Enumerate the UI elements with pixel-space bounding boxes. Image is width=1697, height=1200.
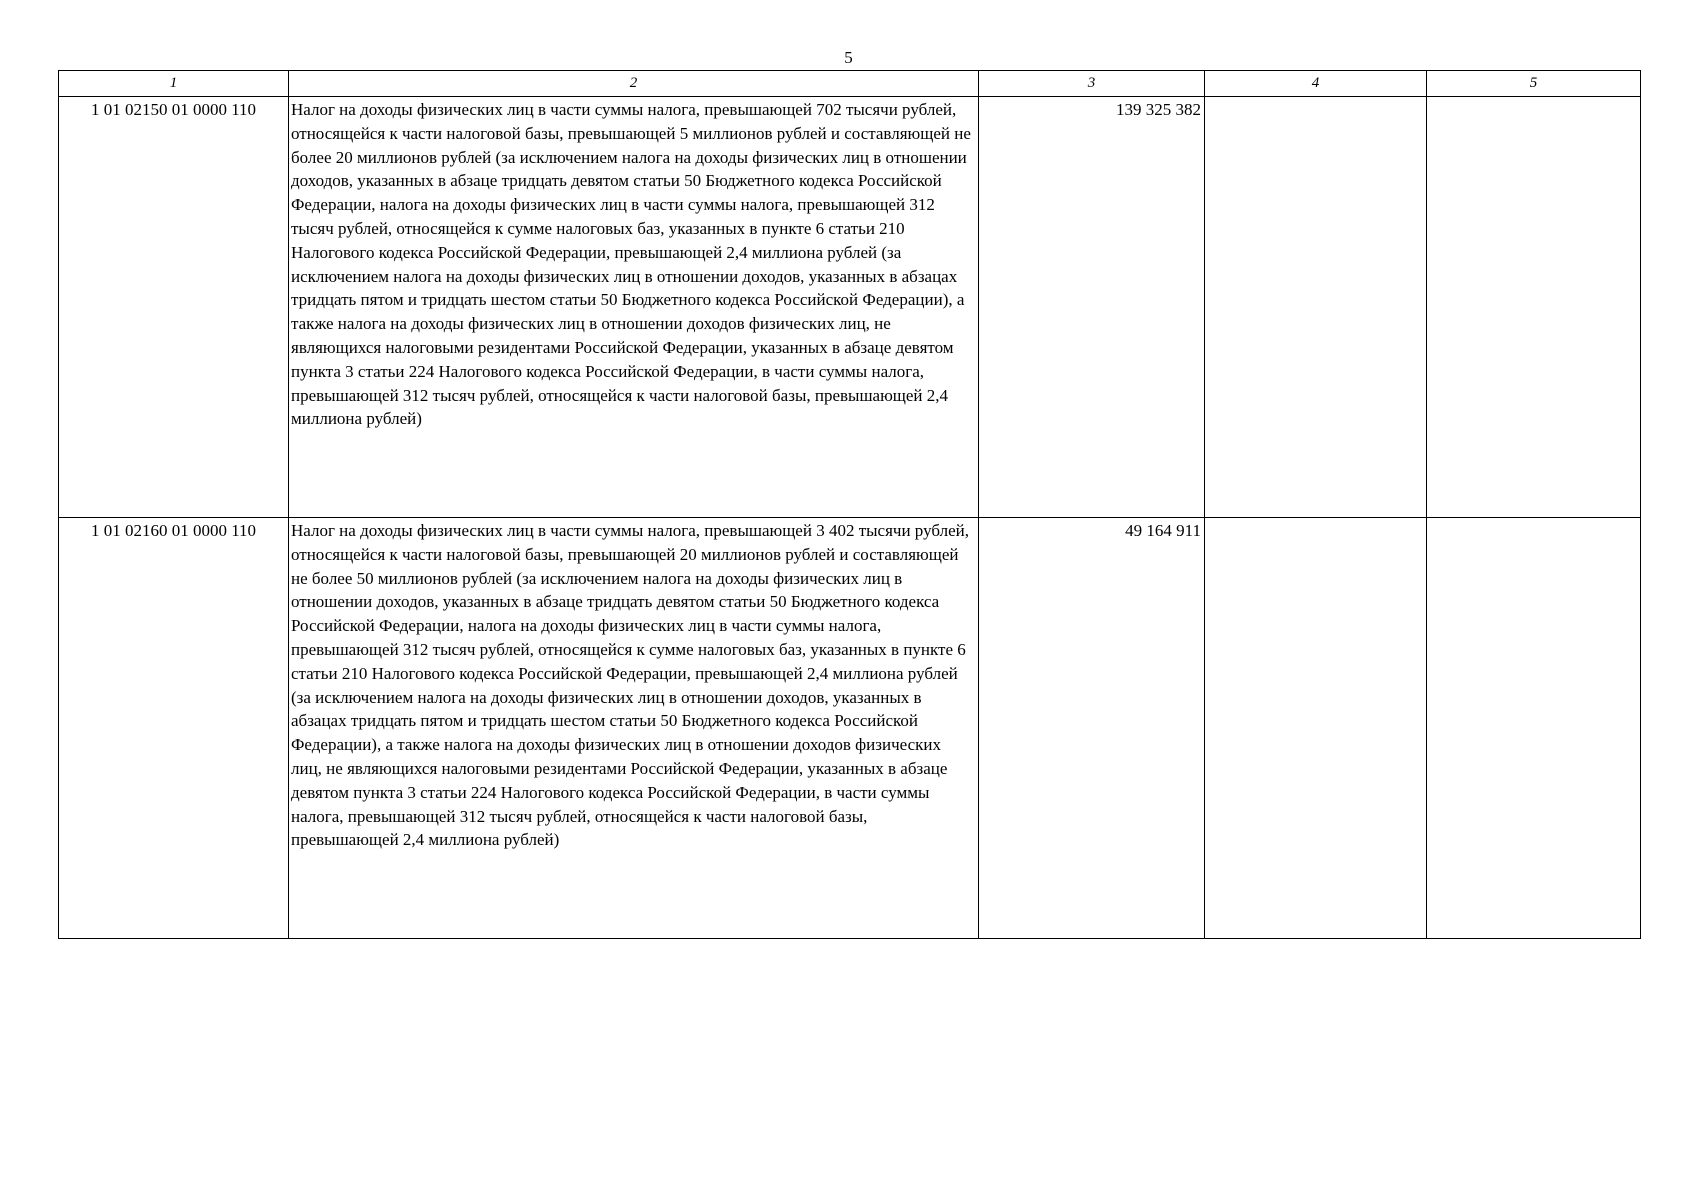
column-header-5: 5 [1427, 71, 1641, 97]
amount-cell: 49 164 911 [979, 518, 1205, 939]
table-header-row [59, 71, 1641, 97]
column-5-cell [1427, 518, 1641, 939]
column-header-4: 4 [1205, 71, 1427, 97]
column-header-3: 3 [979, 71, 1205, 97]
budget-code-cell: 1 01 02160 01 0000 110 [59, 518, 289, 939]
table-row [59, 97, 1641, 518]
column-5-cell [1427, 97, 1641, 518]
page-number: 5 [844, 48, 853, 67]
column-4-cell [1205, 518, 1427, 939]
description-cell: Налог на доходы физических лиц в части суммы налога, превышающей 3 402 тысячи рублей, относящейся к части налоговой базы, превышающей 20 миллионов рублей и составляющей не более 50 миллионов рублей (за исключением налога на доходы физических лиц в отношении доходов, указанных в абзаце тридцать девятом статьи 50 Бюджетного кодекса Российской Федерации, налога на доходы физических лиц в части суммы налога, превышающей 312 тысяч рублей, относящейся к сумме налоговых баз, указанных в пункте 6 статьи 210 Налогового кодекса Российской Федерации, превышающей 2,4 миллиона рублей (за исключением налога на доходы физических лиц в отношении доходов, указанных в абзацах тридцать пятом и тридцать шестом статьи 50 Бюджетного кодекса Российской Федерации), а также налога на доходы физических лиц в отношении доходов физических лиц, не являющихся налоговыми резидентами Российской Федерации, указанных в абзаце девятом пункта 3 статьи 224 Налогового кодекса Российской Федерации, в части суммы налога, превышающей 312 тысяч рублей, относящейся к части налоговой базы, превышающей 2,4 миллиона рублей) [289, 518, 979, 939]
column-4-cell [1205, 97, 1427, 518]
budget-revenue-table [58, 70, 1641, 939]
table-row [59, 518, 1641, 939]
budget-code-cell: 1 01 02150 01 0000 110 [59, 97, 289, 518]
column-header-1: 1 [59, 71, 289, 97]
description-cell: Налог на доходы физических лиц в части суммы налога, превышающей 702 тысячи рублей, относящейся к части налоговой базы, превышающей 5 миллионов рублей и составляющей не более 20 миллионов рублей (за исключением налога на доходы физических лиц в отношении доходов, указанных в абзаце тридцать девятом статьи 50 Бюджетного кодекса Российской Федерации, налога на доходы физических лиц в части суммы налога, превышающей 312 тысяч рублей, относящейся к сумме налоговых баз, указанных в пункте 6 статьи 210 Налогового кодекса Российской Федерации, превышающей 2,4 миллиона рублей (за исключением налога на доходы физических лиц в отношении доходов, указанных в абзацах тридцать пятом и тридцать шестом статьи 50 Бюджетного кодекса Российской Федерации), а также налога на доходы физических лиц в отношении доходов физических лиц, не являющихся налоговыми резидентами Российской Федерации, указанных в абзаце девятом пункта 3 статьи 224 Налогового кодекса Российской Федерации, в части суммы налога, превышающей 312 тысяч рублей, относящейся к части налоговой базы, превышающей 2,4 миллиона рублей) [289, 97, 979, 518]
amount-cell: 139 325 382 [979, 97, 1205, 518]
column-header-2: 2 [289, 71, 979, 97]
